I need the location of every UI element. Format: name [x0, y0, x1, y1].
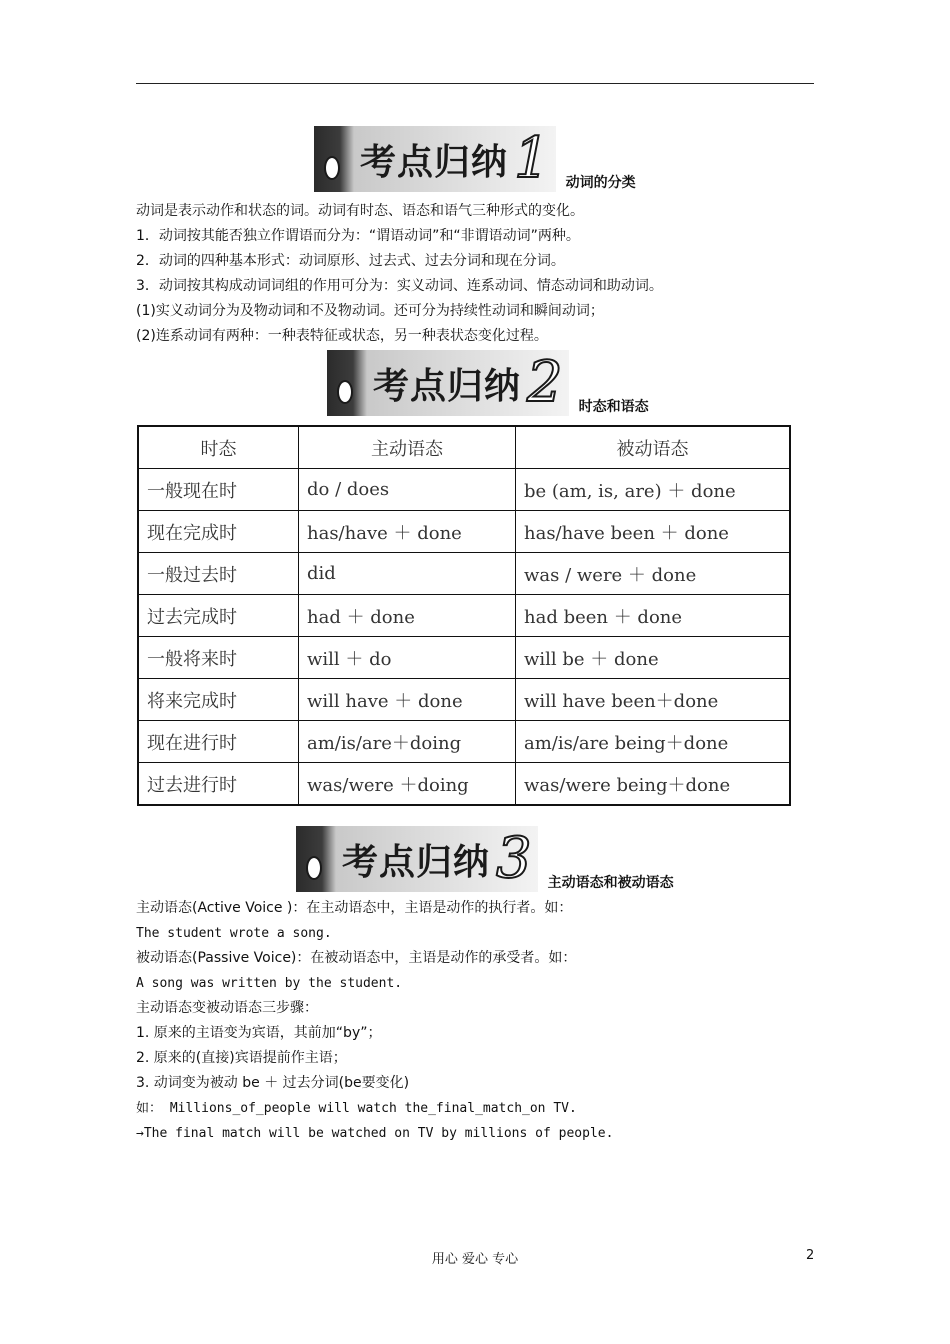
section-banner-3	[296, 826, 674, 892]
table-cell: was / were ＋ done	[516, 553, 791, 595]
table-cell: 一般将来时	[138, 637, 299, 679]
section-banner-1	[314, 126, 636, 192]
table-row	[138, 721, 790, 763]
table-cell: 将来完成时	[138, 679, 299, 721]
paragraph-line: (2)连系动词有两种：一种表特征或状态，另一种表状态变化过程。	[136, 328, 548, 344]
step-line: 2. 原来的(直接)宾语提前作主语；	[136, 1050, 347, 1066]
table-row	[138, 763, 790, 806]
example-sentence: The student wrote a song.	[136, 926, 332, 941]
tense-voice-table	[137, 425, 791, 806]
example-sentence: A song was written by the student.	[136, 976, 403, 991]
table-row	[138, 679, 790, 721]
banner-box	[327, 350, 569, 416]
column-header: 时态	[138, 426, 299, 469]
bullet-icon	[306, 856, 322, 880]
section-banner-2	[327, 350, 649, 416]
table-row	[138, 469, 790, 511]
table-header-row	[138, 426, 790, 469]
table-cell: did	[299, 553, 516, 595]
table-row	[138, 595, 790, 637]
table-cell: had been ＋ done	[516, 595, 791, 637]
header-rule	[136, 83, 814, 84]
bullet-icon	[324, 156, 340, 180]
banner-number: 1	[514, 126, 550, 191]
table-cell: was/were being＋done	[516, 763, 791, 806]
table-cell: has/have ＋ done	[299, 511, 516, 553]
column-header: 主动语态	[299, 426, 516, 469]
table-cell: will ＋ do	[299, 637, 516, 679]
banner-number: 2	[527, 350, 563, 415]
banner-title: 考点归纳	[360, 141, 509, 183]
table-row	[138, 553, 790, 595]
table-cell: do / does	[299, 469, 516, 511]
banner-title: 考点归纳	[342, 841, 491, 883]
table-cell: 现在进行时	[138, 721, 299, 763]
step-line: 1. 原来的主语变为宾语，其前加“by”；	[136, 1025, 382, 1041]
table-row	[138, 637, 790, 679]
table-cell: be (am, is, are) ＋ done	[516, 469, 791, 511]
paragraph-line: 动词是表示动作和状态的词。动词有时态、语态和语气三种形式的变化。	[136, 203, 584, 219]
bullet-icon	[337, 380, 353, 404]
paragraph-line: 1．动词按其能否独立作谓语而分为：“谓语动词”和“非谓语动词”两种。	[136, 228, 580, 244]
table-cell: 一般过去时	[138, 553, 299, 595]
column-header: 被动语态	[516, 426, 791, 469]
table-cell: 现在完成时	[138, 511, 299, 553]
banner-box	[314, 126, 556, 192]
table-cell: 一般现在时	[138, 469, 299, 511]
paragraph-line: 被动语态(Passive Voice)：在被动语态中，主语是动作的承受者。如：	[136, 950, 577, 966]
section-subtitle: 时态和语态	[578, 399, 649, 415]
banner-box	[296, 826, 538, 892]
table-cell: will have ＋ done	[299, 679, 516, 721]
table-cell: will be ＋ done	[516, 637, 791, 679]
table-cell: had ＋ done	[299, 595, 516, 637]
footer-text: 用心 爱心 专心	[431, 1252, 519, 1267]
example-sentence: 如： Millions_of_people will watch the_final_match_on TV.	[136, 1101, 577, 1116]
banner-number: 3	[496, 826, 532, 891]
table-cell: am/is/are＋doing	[299, 721, 516, 763]
example-sentence: →The final match will be watched on TV by millions of people.	[136, 1126, 614, 1141]
table-row	[138, 511, 790, 553]
table-cell: was/were ＋doing	[299, 763, 516, 806]
paragraph-line: 主动语态(Active Voice )：在主动语态中，主语是动作的执行者。如：	[136, 900, 573, 916]
paragraph-line: (1)实义动词分为及物动词和不及物动词。还可分为持续性动词和瞬间动词；	[136, 303, 604, 319]
table-cell: will have been＋done	[516, 679, 791, 721]
paragraph-line: 2．动词的四种基本形式：动词原形、过去式、过去分词和现在分词。	[136, 253, 565, 269]
section-subtitle: 动词的分类	[565, 175, 636, 191]
table-cell: 过去完成时	[138, 595, 299, 637]
table-cell: has/have been ＋ done	[516, 511, 791, 553]
step-line: 3. 动词变为被动 be ＋ 过去分词(be要变化)	[136, 1075, 410, 1091]
table-cell: am/is/are being＋done	[516, 721, 791, 763]
paragraph-line: 主动语态变被动语态三步骤：	[136, 1000, 318, 1016]
page-number: 2	[806, 1248, 815, 1263]
table-cell: 过去进行时	[138, 763, 299, 806]
section-subtitle: 主动语态和被动语态	[547, 875, 674, 891]
banner-title: 考点归纳	[373, 365, 522, 407]
paragraph-line: 3．动词按其构成动词词组的作用可分为：实义动词、连系动词、情态动词和助动词。	[136, 278, 663, 294]
